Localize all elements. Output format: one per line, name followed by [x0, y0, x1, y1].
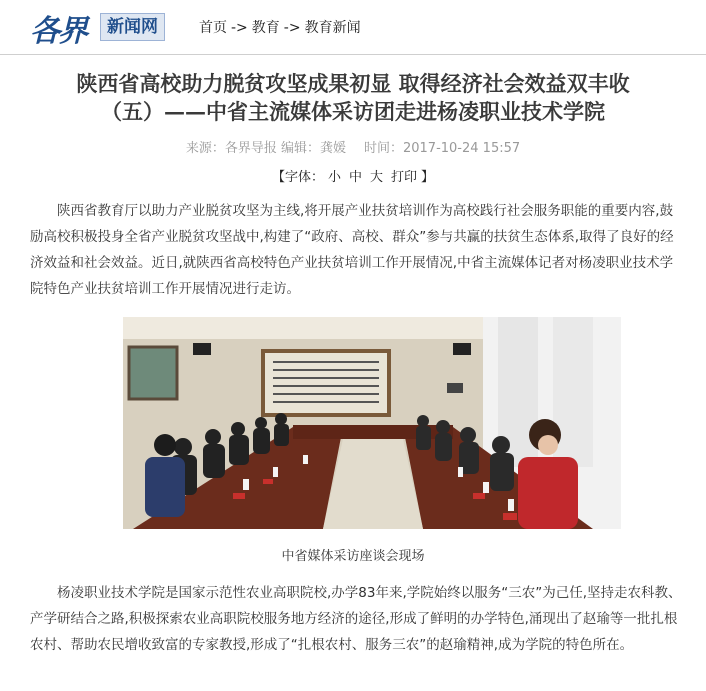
breadcrumb — [199, 17, 361, 37]
article-title-line1: 陕西省高校助力脱贫攻坚成果初显 取得经济社会效益双丰收 — [76, 71, 630, 96]
article-title — [20, 70, 686, 126]
meeting-room-image — [123, 317, 621, 529]
logo-box-text: 新闻网 — [100, 13, 165, 41]
print-button[interactable]: 打印 — [391, 170, 418, 185]
site-logo[interactable] — [30, 6, 180, 49]
article-paragraph-2: 杨凌职业技术学院是国家示范性农业高职院校,办学83年来,学院始终以服务“三农”为己任,坚持走农科教、产学研结合之路,积极探索农业高职院校服务地方经济的途径,形成了鲜明的办学特色,涌现出了赵瑜等一批扎根农村、帮助农民增收致富的专家教授,形成了“扎根农村、服务三农”的赵瑜精神,成为学院的特色所在。 — [30, 585, 682, 653]
article-photo — [123, 317, 621, 529]
font-toolbar-close: 】 — [421, 170, 435, 185]
article-title-line2: （五）——中省主流媒体采访团走进杨凌职业技术学院 — [101, 99, 605, 124]
article-meta — [0, 137, 706, 156]
article-time: 时间：2017-10-24 15:57 — [363, 141, 521, 156]
article-source: 来源：各界导报 编辑：龚媛 — [185, 141, 346, 156]
breadcrumb-home-link[interactable]: 首页 — [199, 20, 227, 36]
font-medium-button[interactable]: 中 — [348, 170, 362, 185]
font-large-button[interactable]: 大 — [370, 170, 384, 185]
breadcrumb-separator: -> — [231, 20, 248, 36]
font-size-toolbar — [0, 166, 706, 185]
font-small-button[interactable]: 小 — [327, 170, 341, 185]
breadcrumb-separator: -> — [283, 20, 301, 36]
font-toolbar-open: 【字体： — [271, 170, 324, 185]
photo-caption: 中省媒体采访座谈会现场 — [281, 549, 425, 564]
breadcrumb-education-news-link[interactable]: 教育新闻 — [304, 20, 361, 36]
article-paragraph-1: 陕西省教育厅以助力产业脱贫攻坚为主线,将开展产业扶贫培训作为高校践行社会服务职能的重要内容,鼓励高校积极投身全省产业脱贫攻坚战中,构建了“政府、高校、群众”参与共赢的扶贫生态体系,取得了良好的经济效益和社会效益。近日,就陕西省高校特色产业扶贫培训工作开展情况,中省主流媒体记者对杨凌职业技术学院特色产业扶贫培训工作开展情况进行走访。 — [30, 203, 674, 297]
breadcrumb-education-link[interactable]: 教育 — [251, 20, 280, 36]
logo-script-text: 各界 — [30, 14, 86, 49]
site-header — [0, 0, 706, 55]
